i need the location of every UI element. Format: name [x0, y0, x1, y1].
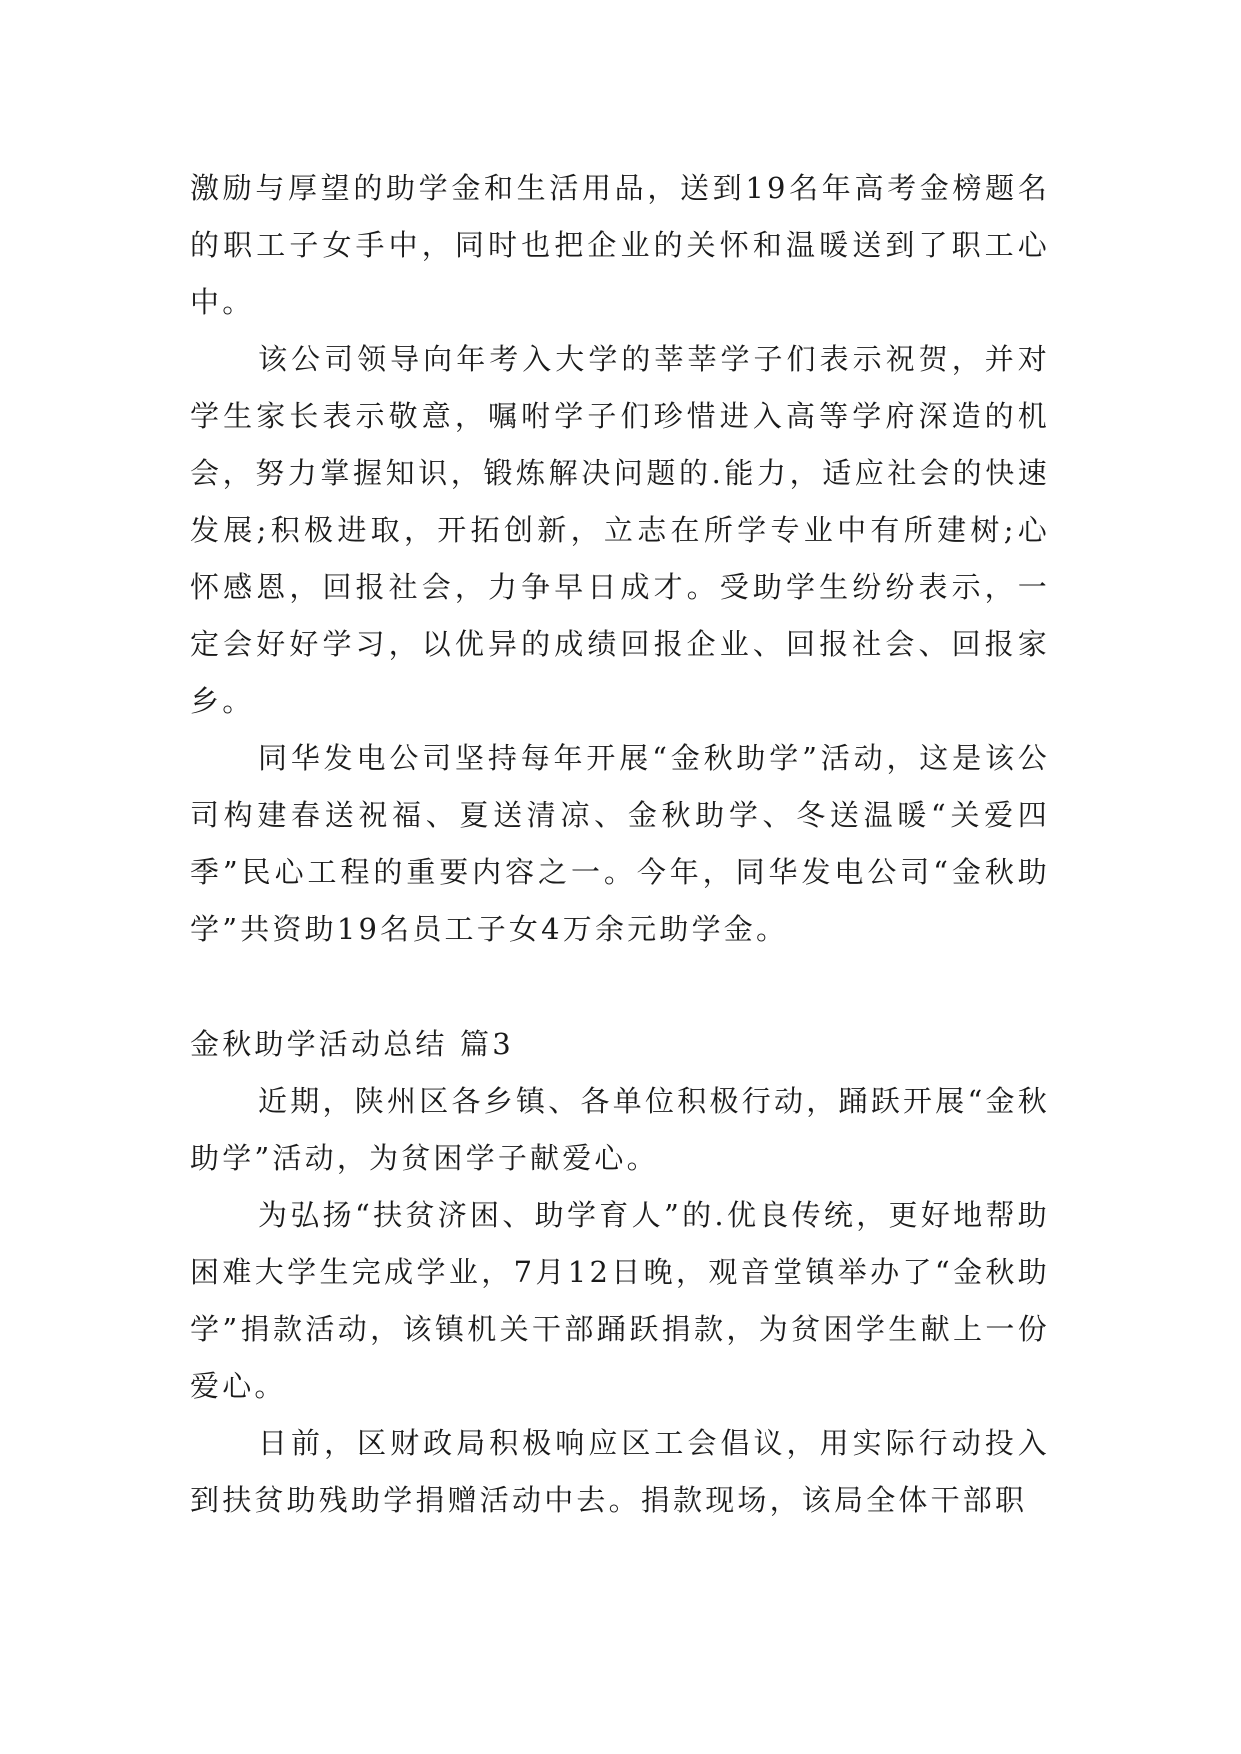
paragraph-leader-congratulations: 该公司领导向年考入大学的莘莘学子们表示祝贺，并对学生家长表示敬意，嘱咐学子们珍惜进入高等学府深造的机会，努力掌握知识，锻炼解决问题的.能力，适应社会的快速发展;积极进取，开拓创新，立志在所学专业中有所建树;心怀感恩，回报社会，力争早日成才。受助学生纷纷表示，一定会好好学习，以优异的成绩回报企业、回报社会、回报家乡。: [190, 342, 1050, 718]
paragraph-shanzhou-intro: 近期，陕州区各乡镇、各单位积极行动，踊跃开展“金秋助学”活动，为贫困学子献爱心。: [190, 1084, 1050, 1175]
paragraph-continued: 激励与厚望的助学金和生活用品，送到19名年高考金榜题名的职工子女手中，同时也把企业的关怀和温暖送到了职工心中。: [190, 171, 1050, 319]
paragraph-tonghua-summary: 同华发电公司坚持每年开展“金秋助学”活动，这是该公司构建春送祝福、夏送清凉、金秋助学、冬送温暖“关爱四季”民心工程的重要内容之一。今年，同华发电公司“金秋助学”共资助19名员工子女4万余元助学金。: [190, 741, 1050, 946]
article-body-continued: [190, 160, 1050, 958]
paragraph-guanyintang-donation: 为弘扬“扶贫济困、助学育人”的.优良传统，更好地帮助困难大学生完成学业，7月12日晚，观音堂镇举办了“金秋助学”捐款活动，该镇机关干部踊跃捐款，为贫困学生献上一份爱心。: [190, 1198, 1050, 1403]
section-title: 金秋助学活动总结 篇3: [190, 1027, 514, 1061]
section-3: [190, 1016, 1050, 1529]
paragraph-finance-bureau: 日前，区财政局积极响应区工会倡议，用实际行动投入到扶贫助残助学捐赠活动中去。捐款现场，该局全体干部职: [190, 1426, 1050, 1517]
